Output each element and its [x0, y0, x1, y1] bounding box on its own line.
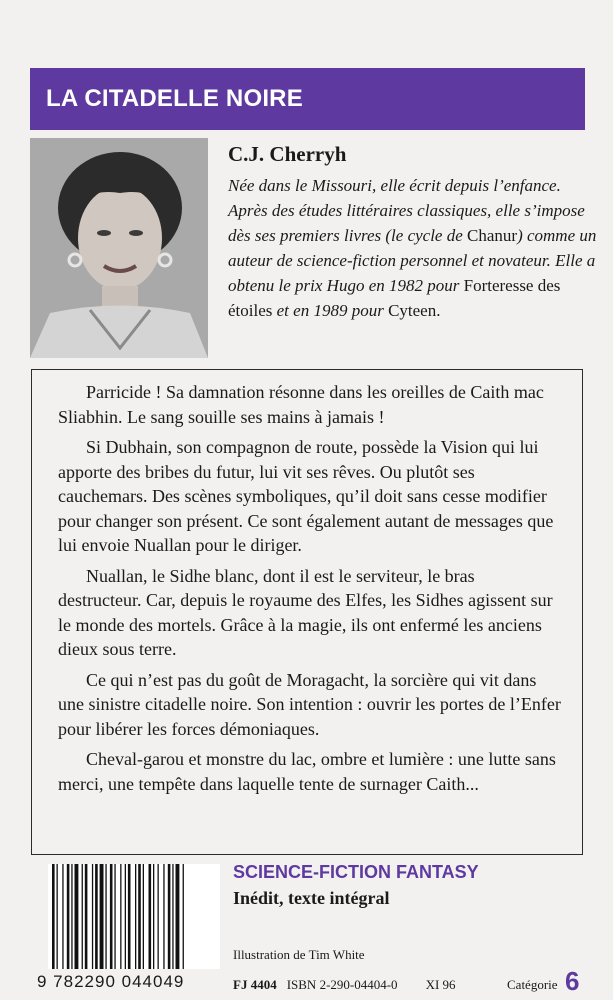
- barcode-bar: [158, 864, 159, 969]
- author-block: [228, 142, 600, 323]
- barcode-bar: [128, 864, 131, 969]
- isbn-line: [233, 977, 489, 993]
- barcode-bar: [163, 864, 164, 969]
- bio-work-title: Forteresse des étoiles: [228, 276, 561, 320]
- blurb-paragraph: Si Dubhain, son compagnon de route, possède la Vision qui lui apporte des bribes du futur, lui vit ses rêves. Ou plutôt ses cauchemars. Des scènes symboliques, qu’il doit sans cesse modifier pour changer son présent. Ce sont également autant de messages que lui envoie Nuallan pour le diriger.: [58, 437, 554, 555]
- bio-text: ) comme un auteur de science-fiction personnel et novateur. Elle a obtenu le prix Hugo en 1982 pour: [228, 226, 597, 295]
- barcode-bar: [114, 864, 115, 969]
- barcode-bar: [67, 864, 70, 969]
- author-bio: [228, 173, 600, 323]
- author-name: C.J. Cherryh: [228, 142, 347, 166]
- bio-work-title: Cyteen: [388, 301, 437, 320]
- barcode-bar: [172, 864, 173, 969]
- author-photo: [30, 138, 208, 358]
- book-title: LA CITADELLE NOIRE: [46, 85, 303, 112]
- barcode-bar: [62, 864, 63, 969]
- barcode-bar: [135, 864, 136, 969]
- illustration-credit: Illustration de Tim White: [233, 947, 365, 962]
- barcode-bar: [153, 864, 154, 969]
- barcode-bar: [149, 864, 152, 969]
- barcode-bar: [120, 864, 121, 969]
- print-code: XI 96: [425, 977, 456, 992]
- blurb-paragraph: Parricide ! Sa damnation résonne dans les oreilles de Caith mac Sliabhin. Le sang souille ses mains à jamais !: [58, 382, 544, 427]
- barcode-bar: [183, 864, 184, 969]
- barcode: [48, 864, 220, 969]
- bio-text: Née dans le Missouri, elle écrit depuis l’enfance. Après des études littéraires classiques, elle s’impose dès ses premiers livres (le cycle de: [228, 176, 585, 245]
- bio-text: et en 1989 pour: [272, 301, 389, 320]
- barcode-bar: [143, 864, 144, 969]
- barcode-bar: [125, 864, 126, 969]
- blurb-box: [31, 369, 583, 855]
- category-label: Catégorie: [507, 977, 558, 992]
- barcode-bar: [57, 864, 58, 969]
- barcode-bar: [105, 864, 106, 969]
- isbn: ISBN 2-290-04404-0: [286, 977, 398, 992]
- barcode-bar: [82, 864, 83, 969]
- bio-work-title: Chanur: [467, 226, 518, 245]
- category-number: 6: [565, 966, 580, 996]
- barcode-bar: [100, 864, 104, 969]
- barcode-digits: 9 782290 044049: [37, 972, 185, 991]
- barcode-bar: [85, 864, 88, 969]
- barcode-bar: [75, 864, 79, 969]
- series-code: FJ 4404: [233, 977, 277, 992]
- title-band: [30, 68, 585, 130]
- genre-label: SCIENCE-FICTION FANTASY: [233, 862, 479, 882]
- edition-note: Inédit, texte intégral: [233, 888, 390, 908]
- bio-text: .: [436, 301, 441, 320]
- blurb-paragraph: Cheval-garou et monstre du lac, ombre et lumière : une lutte sans merci, une tempête dans laquelle tente de surnager Caith...: [58, 749, 556, 794]
- barcode-bar: [110, 864, 113, 969]
- barcode-bar: [138, 864, 141, 969]
- barcode-bar: [92, 864, 93, 969]
- barcode-bar: [95, 864, 98, 969]
- barcode-bar: [52, 864, 55, 969]
- barcode-bar: [168, 864, 171, 969]
- blurb-paragraph: Ce qui n’est pas du goût de Moragacht, la sorcière qui vit dans une sinistre citadelle noire. Son intention : ouvrir les portes de l’Enfer pour libérer les forces démoniaques.: [58, 669, 561, 739]
- barcode-bar: [71, 864, 72, 969]
- barcode-bar: [176, 864, 180, 969]
- blurb-paragraph: Nuallan, le Sidhe blanc, dont il est le serviteur, le bras destructeur. Car, depuis le royaume des Elfes, les Sidhes agissent sur le monde des mortels. Grâce à la magie, ils ont enfermé les anciens dieux sous terre.: [58, 565, 553, 659]
